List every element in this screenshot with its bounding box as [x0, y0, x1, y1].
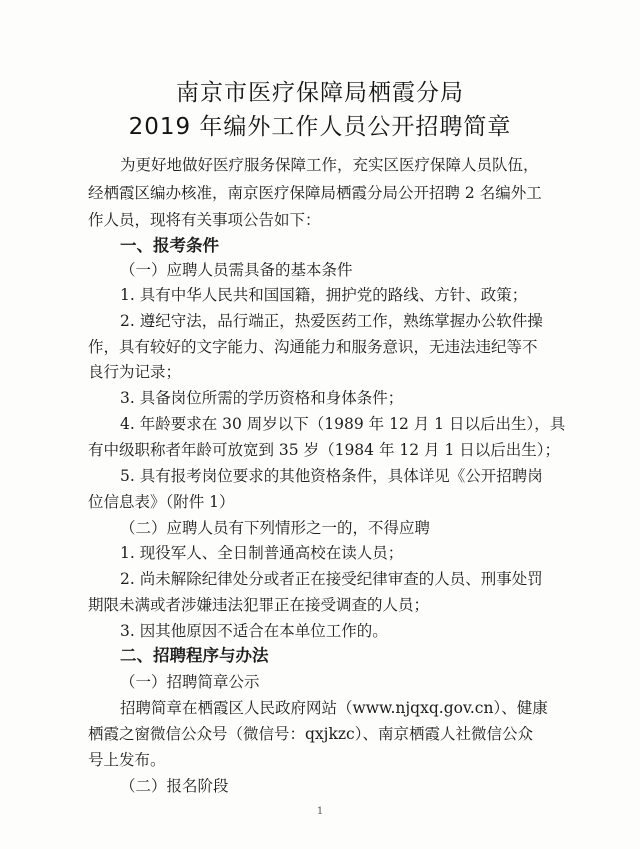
paragraph-line: 作人员，现将有关事项公告如下： — [88, 211, 321, 229]
document-title-line-2: 2019 年编外工作人员公开招聘简章 — [128, 114, 512, 140]
paragraph-line: 2. 遵纪守法，品行端正，热爱医药工作，熟练掌握办公软件操 — [120, 312, 543, 330]
subsection-heading: （二）报名阶段 — [120, 777, 229, 795]
paragraph-line: 3. 具备岗位所需的学历资格和身体条件； — [120, 389, 404, 407]
paragraph-line: 经栖霞区编办核准，南京医疗保障局栖霞分局公开招聘 2 名编外工 — [88, 184, 542, 202]
paragraph-line: 2. 尚未解除纪律处分或者正在接受纪律审查的人员、刑事处罚 — [120, 570, 543, 588]
paragraph-line: 为更好地做好医疗服务保障工作，充实区医疗保障人员队伍， — [120, 156, 539, 174]
page-number: 1 — [316, 806, 324, 817]
paragraph-line: 良行为记录； — [88, 363, 182, 381]
paragraph-line: 4. 年龄要求在 30 周岁以下（1989 年 12 月 1 日以后出生），具 — [120, 415, 566, 433]
paragraph-line: 位信息表》（附件 1） — [88, 493, 235, 511]
subsection-heading: （一）招聘简章公示 — [120, 673, 260, 691]
paragraph-line: 1. 具有中华人民共和国国籍，拥护党的路线、方针、政策； — [120, 286, 528, 304]
section-heading: 二、招聘程序与办法 — [120, 646, 269, 665]
paragraph-line: 招聘简章在栖霞区人民政府网站（www.njqxq.gov.cn）、健康 — [120, 699, 548, 717]
paragraph-line: 期限未满或者涉嫌违法犯罪正在接受调查的人员； — [88, 596, 430, 614]
paragraph-line: 1. 现役军人、全日制普通高校在读人员； — [120, 544, 404, 562]
paragraph-line: 5. 具有报考岗位要求的其他资格条件，具体详见《公开招聘岗 — [120, 467, 543, 485]
paragraph-line: 有中级职称者年龄可放宽到 35 岁（1984 年 12 月 1 日以后出生）； — [88, 441, 560, 459]
paragraph-line: 3. 因其他原因不适合在本单位工作的。 — [120, 622, 388, 640]
document-title-line-1: 南京市医疗保障局栖霞分局 — [176, 80, 464, 106]
paragraph-line: 作，具有较好的文字能力、沟通能力和服务意识，无违法违纪等不 — [88, 338, 538, 356]
subsection-heading: （二）应聘人员有下列情形之一的，不得应聘 — [120, 519, 431, 537]
paragraph-line: 栖霞之窗微信公众号（微信号：qxjkzc）、南京栖霞人社微信公众 — [88, 725, 533, 743]
section-heading: 一、报考条件 — [120, 236, 219, 255]
subsection-heading: （一）应聘人员需具备的基本条件 — [120, 261, 353, 279]
paragraph-line: 号上发布。 — [88, 751, 166, 769]
